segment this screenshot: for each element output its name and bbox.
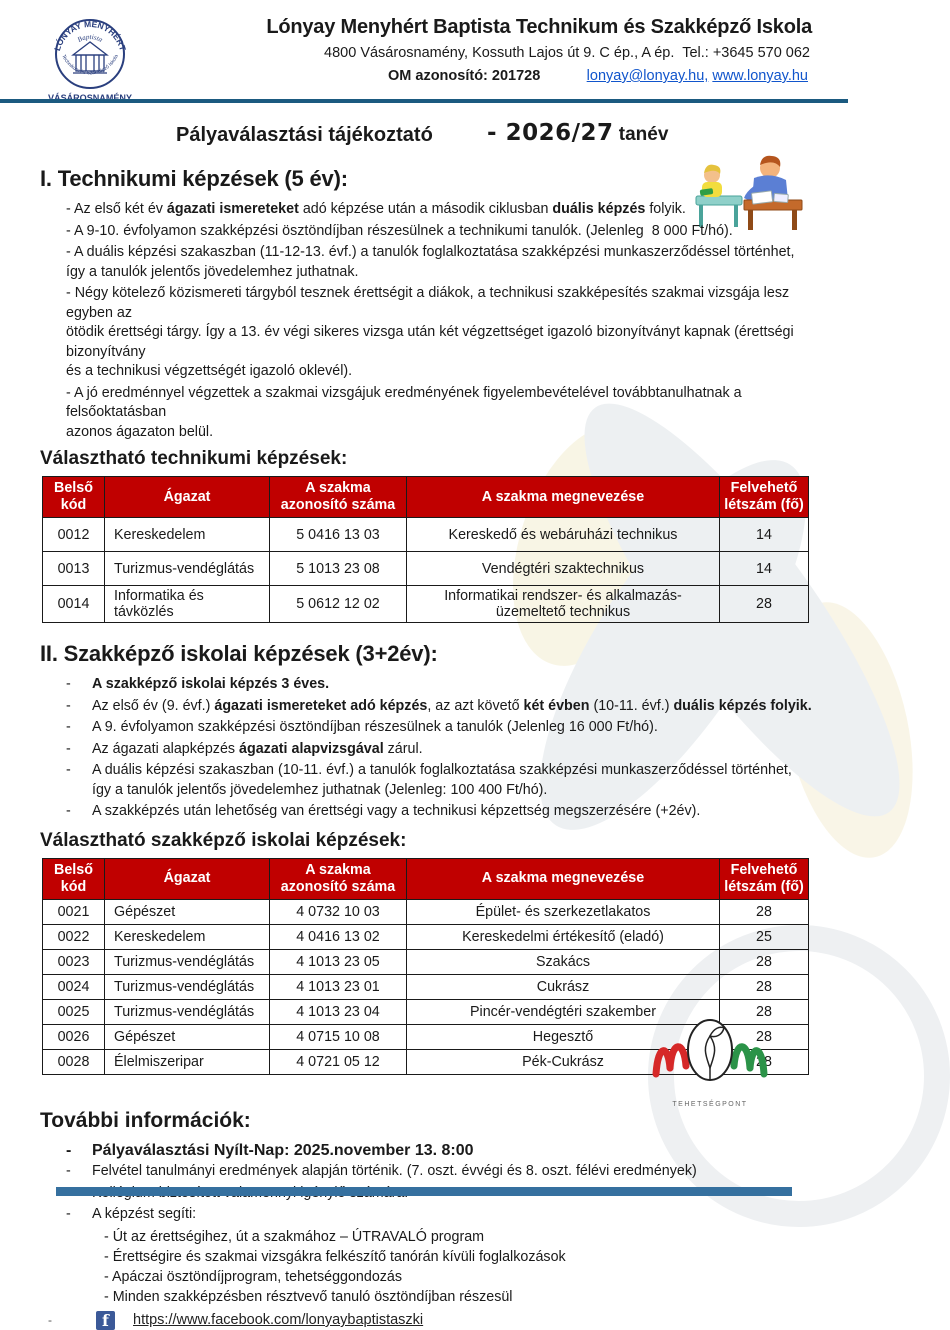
cell: Vendégtéri szaktechnikus <box>407 552 720 586</box>
cell: 0022 <box>43 924 105 949</box>
bullet: - A képzést segíti: <box>66 1206 197 1222</box>
sub-bullet: - Minden szakképzésben résztvevő tanuló ösztöndíjban részesül <box>104 1288 513 1305</box>
table-row <box>43 586 809 623</box>
bullet: - Az ágazati alapképzés ágazati alapvizsgával zárul. <box>66 740 423 757</box>
cell: 4 1013 23 05 <box>270 949 407 974</box>
bullet: - Az első év (9. évf.) ágazati ismereteket adó képzés, az azt követő két évben (10-11. évf.) duális képzés folyik. <box>66 697 812 714</box>
cell: Turizmus-vendéglátás <box>105 999 270 1024</box>
school-name: Lónyay Menyhért Baptista Technikum és Szakképző Iskola <box>266 16 812 38</box>
tehetsegpont-logo <box>640 1008 780 1112</box>
table-row <box>43 924 809 949</box>
table-row <box>43 899 809 924</box>
cell: 4 0721 05 12 <box>270 1049 407 1074</box>
bullet: - A szakképzés után lehetőség van érettségi vagy a technikusi képzettség megszerzésére (+2év). <box>66 803 701 819</box>
om-id: OM azonosító: 201728 <box>388 68 541 84</box>
sub-bullet: - Apáczai ösztöndíjprogram, tehetséggondozás <box>104 1268 403 1285</box>
cell: 0023 <box>43 949 105 974</box>
col-header: A szakma azonosító száma <box>270 858 407 899</box>
website-link[interactable]: www.lonyay.hu <box>712 68 808 84</box>
cell: 28 <box>720 586 809 623</box>
cell: 28 <box>720 899 809 924</box>
cell: Gépészet <box>105 899 270 924</box>
bullet: - Az első két év ágazati ismereteket adó képzése után a második ciklusban duális képzés folyik. <box>66 201 686 217</box>
col-header: A szakma megnevezése <box>407 477 720 518</box>
cell: 28 <box>720 974 809 999</box>
table2-heading: Választható szakképző iskolai képzések: <box>40 829 407 851</box>
cell: 4 1013 23 01 <box>270 974 407 999</box>
cell: Épület- és szerkezetlakatos <box>407 899 720 924</box>
cell: 5 1013 23 08 <box>270 552 407 586</box>
cell: Turizmus-vendéglátás <box>105 949 270 974</box>
table-row <box>43 974 809 999</box>
facebook-link[interactable]: https://www.facebook.com/lonyaybaptistaszki <box>133 1312 424 1328</box>
cell: 28 <box>720 1024 809 1049</box>
cell: 0014 <box>43 586 105 623</box>
cell: Kereskedelem <box>105 518 270 552</box>
bullet: - A 9-10. évfolyamon szakképzési ösztöndíjban részesülnek a technikumi tanulók. (Jelenleg 8 000 Ft/hó). <box>66 222 733 239</box>
svg-text:Technikum és Szakképző Iskola: Technikum és Szakképző Iskola <box>60 53 120 77</box>
school-address: 4800 Vásárosnamény, Kossuth Lajos út 9. C ép., A ép. Tel.: +3645 570 062 <box>324 45 810 61</box>
cell: Kereskedelem <box>105 924 270 949</box>
cell: 4 0416 13 02 <box>270 924 407 949</box>
header-divider <box>0 99 848 103</box>
svg-text:TEHETSÉGPONT: TEHETSÉGPONT <box>672 1101 748 1108</box>
email-link[interactable]: lonyay@lonyay.hu, <box>586 68 709 84</box>
col-header: Belső kód <box>43 477 105 518</box>
cell: Informatikai rendszer- és alkalmazás-üzemeltető technikus <box>407 586 720 623</box>
cell: Szakács <box>407 949 720 974</box>
cell: Kereskedelmi értékesítő (eladó) <box>407 924 720 949</box>
cell: Pincér-vendégtéri szakember <box>407 999 720 1024</box>
sub-bullet: - Érettségire és szakmai vizsgákra felkészítő tanórán kívüli foglalkozások <box>104 1248 566 1265</box>
bottom-accent-bar <box>56 1187 792 1196</box>
svg-text:Baptista: Baptista <box>76 32 104 44</box>
cell: 28 <box>720 949 809 974</box>
bullet: - Négy kötelező közismereti tárgyból tesznek érettségit a diákok, a technikusi szakképesítés szakmai vizsgája lesz egyben az ötödik érettségi tárgy. Így a 13. év végi sikeres vizsga után két végzettséget igazoló bizonyítványt kapnak (érettségi bizonyítvány és a technikusi végzettségét igazoló oklevél). <box>66 285 794 379</box>
cell: 28 <box>720 1049 809 1074</box>
cell: 5 0612 12 02 <box>270 586 407 623</box>
school-year: - 2026/27 tanév <box>487 120 669 146</box>
table-header-row <box>43 858 809 899</box>
bullet: - A 9. évfolyamon szakképzési ösztöndíjban részesülnek a tanulók (Jelenleg 16 000 Ft/hó). <box>66 719 658 735</box>
cell: 14 <box>720 518 809 552</box>
cell: 4 0715 10 08 <box>270 1024 407 1049</box>
bullet: - A duális képzési szakaszban (10-11. évf.) a tanulók foglalkoztatása szakképzési munkaszerződéssel történhet, így a tanulók jelentős jövedelemhez juthatnak (Jelenleg: 100 400 Ft/hó). <box>66 762 792 798</box>
section2-heading: II. Szakképző iskolai képzések (3+2év): <box>40 641 438 666</box>
facebook-row: - f https://www.facebook.com/lonyaybaptistaszki <box>48 1310 424 1330</box>
cell: 25 <box>720 924 809 949</box>
col-header: Ágazat <box>105 477 270 518</box>
technikum-table <box>42 476 809 623</box>
col-header: Belső kód <box>43 858 105 899</box>
school-logo <box>44 14 136 106</box>
bullet: - Felvétel tanulmányi eredmények alapján történik. (7. oszt. évvégi és 8. oszt. félévi eredmények) <box>66 1163 697 1179</box>
cell: 0028 <box>43 1049 105 1074</box>
facebook-icon[interactable]: f <box>96 1311 115 1330</box>
bullet: - A duális képzési szakaszban (11-12-13. évf.) a tanulók foglalkoztatása szakképzési munkaszerződéssel történhet, így a tanulók jelentős jövedelemhez juthatnak. <box>66 244 795 280</box>
content <box>40 166 816 1330</box>
cell: Turizmus-vendéglátás <box>105 552 270 586</box>
cell: 14 <box>720 552 809 586</box>
cell: 5 0416 13 03 <box>270 518 407 552</box>
header-links <box>587 68 808 84</box>
cell: 0025 <box>43 999 105 1024</box>
cell: 4 0732 10 03 <box>270 899 407 924</box>
col-header: Ágazat <box>105 858 270 899</box>
cell: Hegesztő <box>407 1024 720 1049</box>
document-header <box>0 0 848 100</box>
section1-heading: I. Technikumi képzések (5 év): <box>40 166 348 191</box>
col-header: A szakma azonosító száma <box>270 477 407 518</box>
cell: Gépészet <box>105 1024 270 1049</box>
bullet: - A szakképző iskolai képzés 3 éves. <box>66 676 330 692</box>
cell: 0012 <box>43 518 105 552</box>
table1-heading: Választható technikumi képzések: <box>40 448 348 469</box>
cell: Cukrász <box>407 974 720 999</box>
table-header-row <box>43 477 809 518</box>
bullet: - A jó eredménnyel végzettek a szakmai vizsgájuk eredményének figyelembevételével továbbtanulhatnak a felsőoktatásban azonos ágazaton belül. <box>66 384 742 440</box>
cell: 4 1013 23 04 <box>270 999 407 1024</box>
cell: 0026 <box>43 1024 105 1049</box>
bullet: - Pályaválasztási Nyílt-Nap: 2025.november 13. 8:00 <box>66 1141 474 1159</box>
cell: Élelmiszeripar <box>105 1049 270 1074</box>
col-header: Felvehető létszám (fő) <box>720 858 809 899</box>
sub-bullet: - Út az érettségihez, út a szakmához – ÚTRAVALÓ program <box>104 1228 485 1245</box>
svg-text:LÓNYAY MENYHÉRT: LÓNYAY MENYHÉRT <box>51 18 129 52</box>
cell: Turizmus-vendéglátás <box>105 974 270 999</box>
cell: 0021 <box>43 899 105 924</box>
cell: 28 <box>720 999 809 1024</box>
cell: 0013 <box>43 552 105 586</box>
col-header: A szakma megnevezése <box>407 858 720 899</box>
cell: Kereskedő és webáruházi technikus <box>407 518 720 552</box>
table-row <box>43 518 809 552</box>
table-row <box>43 949 809 974</box>
cell: 0024 <box>43 974 105 999</box>
table-row <box>43 552 809 586</box>
col-header: Felvehető létszám (fő) <box>720 477 809 518</box>
page-title: Pályaválasztási tájékoztató <box>176 124 433 146</box>
info-heading: További információk: <box>40 1108 251 1132</box>
cell: Informatika és távközlés <box>105 586 270 623</box>
cell: Pék-Cukrász <box>407 1049 720 1074</box>
